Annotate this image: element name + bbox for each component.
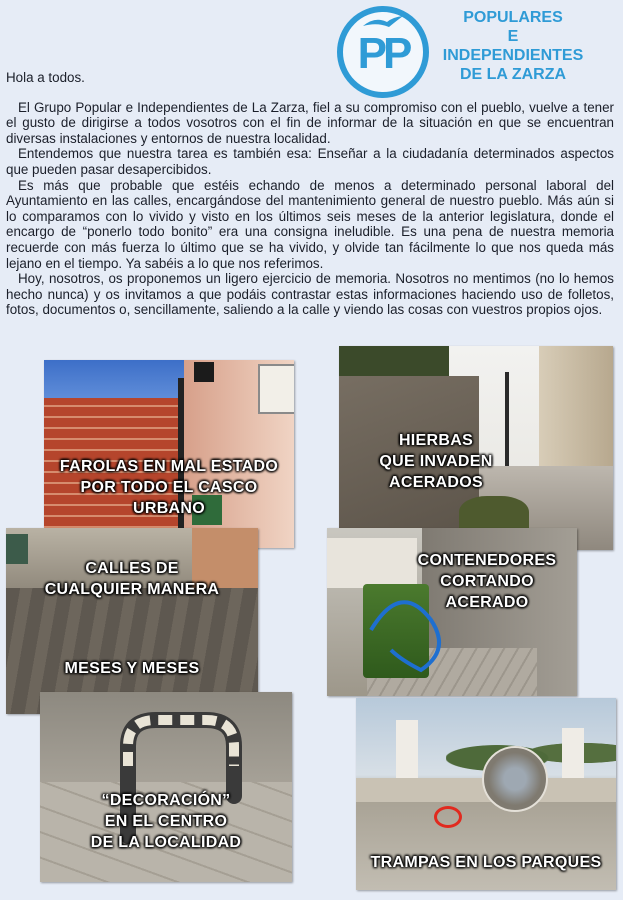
caption-hierbas: HIERBAS QUE INVADEN ACERADOS <box>379 432 493 491</box>
photo-contenedores <box>327 528 577 696</box>
party-name-line: E <box>507 28 519 45</box>
caption-meses: MESES Y MESES <box>64 660 200 677</box>
paragraph: Es más que probable que estéis echando de menos a determinado personal laboral del Ayuntamiento en las calles, encargándose del mantenimiento general de nuestro pueblo. Más aún si lo comparamos con lo vivido y visto en los últimos seis meses de la anterior legislatura, donde el encargo de “ponerlo todo bonito” era una consigna ineludible. Es una pena de nuestra memoria recuerde con más fuerza lo último que se ha vivido, y olvide tan fácilmente lo que nos queda más lejano en el tiempo. Ya sabéis a lo que nos referimos. <box>6 177 614 271</box>
caption-trampas: TRAMPAS EN LOS PARQUES <box>370 854 602 871</box>
caption-decoracion: “DECORACIÓN” EN EL CENTRO DE LA LOCALIDAD <box>90 792 242 851</box>
caption-contenedores: CONTENEDORES CORTANDO ACERADO <box>417 552 557 611</box>
party-name-line: POPULARES <box>463 9 563 26</box>
party-name-line: DE LA ZARZA <box>459 66 567 83</box>
red-circle-marker <box>434 806 462 828</box>
ground <box>356 802 616 890</box>
balcony <box>258 364 294 414</box>
caption-farolas: FAROLAS EN MAL ESTADO POR TODO EL CASCO URBANO <box>59 458 279 517</box>
paragraph: Entendemos que nuestra tarea es también esa: Enseñar a la ciudadanía determinados aspectos que pueden pasar desapercibidos. <box>6 146 614 177</box>
caption-calles: CALLES DE CUALQUIER MANERA <box>44 560 220 598</box>
photo-farolas <box>44 360 294 548</box>
paragraph: El Grupo Popular e Independientes de La Zarza, fiel a su compromiso con el pueblo, vuelve a tener el gusto de dirigirse a todos vosotros con el fin de informar de la situación en que se encuentran diversas instalaciones y entornos de nuestra localidad. <box>6 99 614 146</box>
greeting: Hola a todos. <box>6 70 85 85</box>
lamp-head <box>194 362 214 382</box>
letter-body <box>6 70 614 318</box>
bird-icon <box>361 14 405 30</box>
photo-trampas <box>356 698 616 890</box>
photo-hierbas <box>339 346 613 550</box>
photo-calles <box>6 528 258 714</box>
zoom-circle <box>482 746 548 812</box>
logo-letters: PP <box>357 29 409 78</box>
party-name-line: INDEPENDIENTES <box>442 47 584 64</box>
paragraph: Hoy, nosotros, os proponemos un ligero ejercicio de memoria. Nosotros no mentimos (no lo hemos hecho nunca) y os invitamos a que podáis contrastar estas informaciones haciendo uso de folletos, fotos, documentos o, sencillamente, saliendo a la calle y viendo las cosas con vuestros propios ojos. <box>6 271 614 318</box>
photo-decoracion <box>40 692 292 882</box>
